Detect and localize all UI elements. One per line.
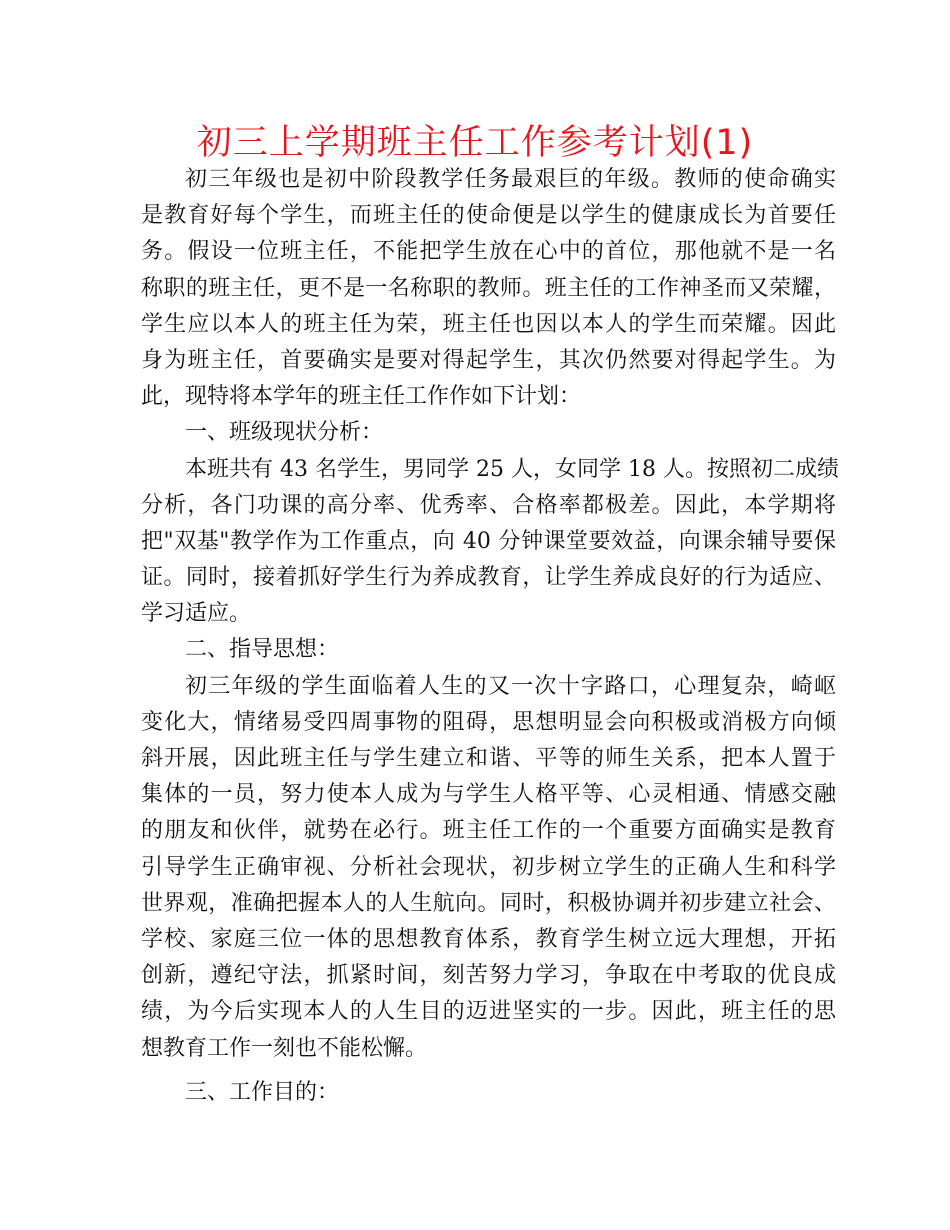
paragraph-line: 变化大，情绪易受四周事物的阻碍，思想明显会向积极或消极方向倾 bbox=[141, 709, 836, 735]
paragraph-line: 是教育好每个学生，而班主任的使命便是以学生的健康成长为首要任 bbox=[141, 203, 836, 229]
paragraph-line: 集体的一员，努力使本人成为与学生人格平等、心灵相通、情感交融 bbox=[141, 782, 836, 808]
section-spacer bbox=[141, 1067, 836, 1075]
paragraph-line: 绩，为今后实现本人的人生目的迈进坚实的一步。因此，班主任的思 bbox=[141, 999, 836, 1025]
paragraph-line: 证。同时，接着抓好学生行为养成教育，让学生养成良好的行为适应、 bbox=[141, 565, 836, 591]
paragraph-line: 身为班主任，首要确实是要对得起学生，其次仍然要对得起学生。为 bbox=[141, 347, 836, 373]
paragraph-line: 想教育工作一刻也不能松懈。 bbox=[141, 1035, 428, 1061]
paragraph-line: 初三年级的学生面临着人生的又一次十字路口，心理复杂，崎岖 bbox=[185, 673, 836, 699]
paragraph-line: 学习适应。 bbox=[141, 601, 252, 627]
section-heading: 三、工作目的： bbox=[185, 1079, 340, 1105]
paragraph-line: 引导学生正确审视、分析社会现状，初步树立学生的正确人生和科学 bbox=[141, 854, 836, 880]
paragraph-line: 学生应以本人的班主任为荣，班主任也因以本人的学生而荣耀。因此 bbox=[141, 311, 836, 337]
section-heading: 一、班级现状分析： bbox=[185, 420, 384, 446]
paragraph-line: 本班共有 43 名学生，男同学 25 人，女同学 18 人。按照初二成绩 bbox=[185, 456, 839, 482]
section-heading: 二、指导思想： bbox=[185, 637, 340, 663]
paragraph-line: 把"双基"教学作为工作重点，向 40 分钟课堂要效益，向课余辅导要保 bbox=[141, 528, 836, 554]
paragraph-line: 初三年级也是初中阶段教学任务最艰巨的年级。教师的使命确实 bbox=[185, 167, 836, 192]
paragraph-line: 世界观，准确把握本人的人生航向。同时，积极协调并初步建立社会、 bbox=[141, 890, 836, 916]
document-title: 初三上学期班主任工作参考计划(1) bbox=[196, 123, 754, 163]
paragraph-line: 创新，遵纪守法，抓紧时间，刻苦努力学习，争取在中考取的优良成 bbox=[141, 963, 836, 989]
document-body bbox=[141, 162, 839, 1111]
paragraph-line: 分析，各门功课的高分率、优秀率、合格率都极差。因此，本学期将 bbox=[141, 492, 836, 518]
paragraph-line: 此，现特将本学年的班主任工作作如下计划： bbox=[141, 384, 582, 410]
paragraph-line: 学校、家庭三位一体的思想教育体系，教育学生树立远大理想，开拓 bbox=[141, 926, 836, 952]
paragraph-line: 称职的班主任，更不是一名称职的教师。班主任的工作神圣而又荣耀， bbox=[141, 275, 836, 301]
paragraph-line: 务。假设一位班主任，不能把学生放在心中的首位，那他就不是一名 bbox=[141, 239, 836, 265]
paragraph-line: 斜开展，因此班主任与学生建立和谐、平等的师生关系，把本人置于 bbox=[141, 746, 836, 771]
paragraph-line: 的朋友和伙伴，就势在必行。班主任工作的一个重要方面确实是教育 bbox=[141, 818, 836, 844]
